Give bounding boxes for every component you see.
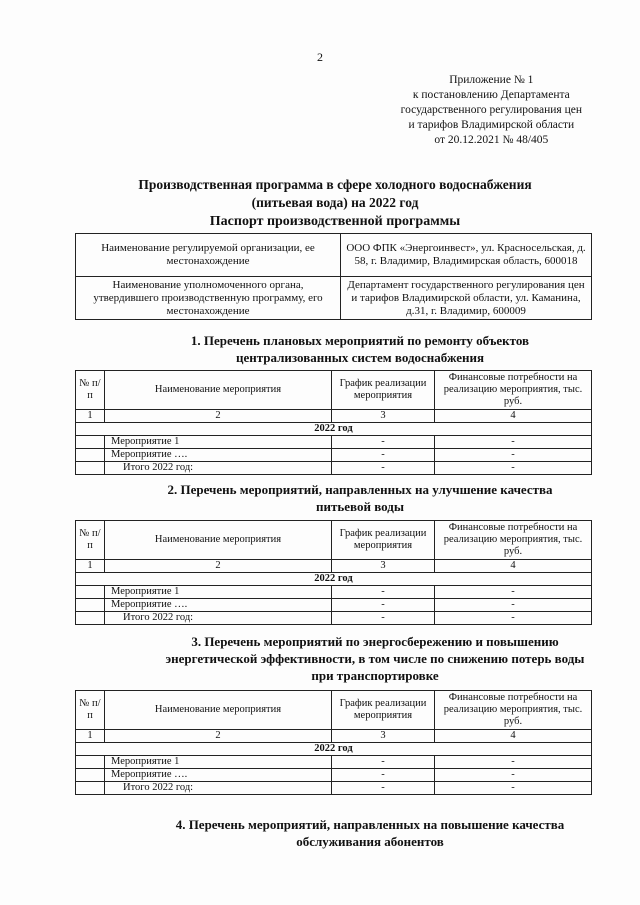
- header-name: Наименование мероприятия: [105, 691, 332, 730]
- passport-table: [75, 233, 592, 320]
- table-row: [76, 769, 592, 782]
- section-heading-line: 3. Перечень мероприятий по энергосбережению и повышению: [191, 634, 559, 649]
- appendix-line: к постановлению Департамента: [412, 89, 570, 101]
- row-name: Мероприятие ….: [105, 449, 332, 462]
- activities-table-1: [75, 370, 592, 475]
- row-name: Мероприятие ….: [105, 599, 332, 612]
- passport-value: ООО ФПК «Энергоинвест», ул. Красносельская, д. 58, г. Владимир, Владимирская область, 600018: [341, 234, 592, 277]
- header-finance: Финансовые потребности на реализацию мероприятия, тыс. руб.: [435, 371, 592, 410]
- table-row: [76, 756, 592, 769]
- total-finance: -: [435, 782, 592, 795]
- total-finance: -: [435, 612, 592, 625]
- header-num: № п/п: [76, 691, 105, 730]
- passport-label: Наименование регулируемой организации, ее местонахождение: [76, 234, 341, 277]
- header-schedule: График реализации мероприятия: [332, 691, 435, 730]
- total-schedule: -: [332, 612, 435, 625]
- table-row: [76, 436, 592, 449]
- row-schedule: -: [332, 769, 435, 782]
- table-row: [76, 449, 592, 462]
- table-row: [76, 599, 592, 612]
- year-row: [76, 743, 592, 756]
- index-cell: 1: [76, 560, 105, 573]
- row-finance: -: [435, 436, 592, 449]
- appendix-line: от 20.12.2021 № 48/405: [434, 134, 549, 146]
- total-row: [76, 462, 592, 475]
- header-finance: Финансовые потребности на реализацию мероприятия, тыс. руб.: [435, 691, 592, 730]
- index-cell: 1: [76, 730, 105, 743]
- table-header-row: [76, 371, 592, 410]
- section-heading-line: 4. Перечень мероприятий, направленных на повышение качества: [175, 817, 565, 832]
- activities-table-3: [75, 690, 592, 795]
- table-index-row: [76, 730, 592, 743]
- total-schedule: -: [332, 462, 435, 475]
- year-row: [76, 573, 592, 586]
- header-finance: Финансовые потребности на реализацию мероприятия, тыс. руб.: [435, 521, 592, 560]
- appendix-line: и тарифов Владимирской области: [408, 119, 575, 131]
- header-name: Наименование мероприятия: [105, 521, 332, 560]
- total-name: Итого 2022 год:: [105, 612, 332, 625]
- header-name: Наименование мероприятия: [105, 371, 332, 410]
- section-heading-line: централизованных систем водоснабжения: [235, 350, 485, 365]
- row-name: Мероприятие 1: [105, 436, 332, 449]
- passport-value: Департамент государственного регулирования цен и тарифов Владимирской области, ул. Каманина, д.31, г. Владимир, 600009: [341, 277, 592, 320]
- total-row: [76, 612, 592, 625]
- table-header-row: [76, 521, 592, 560]
- row-name: Мероприятие 1: [105, 586, 332, 599]
- header-num: № п/п: [76, 371, 105, 410]
- index-cell: 4: [435, 560, 592, 573]
- appendix-line: Приложение № 1: [449, 74, 534, 86]
- header-schedule: График реализации мероприятия: [332, 371, 435, 410]
- index-cell: 3: [332, 560, 435, 573]
- row-name: Мероприятие ….: [105, 769, 332, 782]
- activities-table-2: [75, 520, 592, 625]
- passport-row: [76, 234, 592, 277]
- row-finance: -: [435, 586, 592, 599]
- section-heading-line: питьевой воды: [316, 499, 404, 514]
- row-schedule: -: [332, 756, 435, 769]
- passport-title: Паспорт производственной программы: [209, 214, 461, 229]
- index-cell: 2: [105, 410, 332, 423]
- section-heading-line: обслуживания абонентов: [296, 834, 444, 849]
- total-name: Итого 2022 год:: [105, 782, 332, 795]
- row-name: Мероприятие 1: [105, 756, 332, 769]
- row-schedule: -: [332, 449, 435, 462]
- section-heading: [100, 816, 640, 850]
- total-row: [76, 782, 592, 795]
- index-cell: 2: [105, 560, 332, 573]
- total-schedule: -: [332, 782, 435, 795]
- row-schedule: -: [332, 599, 435, 612]
- section-heading: [95, 481, 625, 515]
- section-heading-line: 1. Перечень плановых мероприятий по ремонту объектов: [190, 333, 530, 348]
- title-line: Производственная программа в сфере холодного водоснабжения: [138, 177, 532, 192]
- row-finance: -: [435, 449, 592, 462]
- section-heading-line: энергетической эффективности, в том числе по снижению потерь воды: [165, 651, 585, 666]
- index-cell: 2: [105, 730, 332, 743]
- appendix-block: [401, 73, 582, 148]
- table-index-row: [76, 410, 592, 423]
- passport-label: Наименование уполномоченного органа, утвердившего производственную программу, его местонахождение: [76, 277, 341, 320]
- header-num: № п/п: [76, 521, 105, 560]
- row-schedule: -: [332, 586, 435, 599]
- year-cell: 2022 год: [76, 743, 592, 756]
- table-row: [76, 586, 592, 599]
- row-finance: -: [435, 769, 592, 782]
- index-cell: 3: [332, 730, 435, 743]
- row-schedule: -: [332, 436, 435, 449]
- table-header-row: [76, 691, 592, 730]
- section-heading: [110, 332, 610, 366]
- header-schedule: График реализации мероприятия: [332, 521, 435, 560]
- row-finance: -: [435, 756, 592, 769]
- index-cell: 3: [332, 410, 435, 423]
- index-cell: 4: [435, 730, 592, 743]
- page-number: 2: [317, 50, 323, 64]
- year-cell: 2022 год: [76, 423, 592, 436]
- year-row: [76, 423, 592, 436]
- total-name: Итого 2022 год:: [105, 462, 332, 475]
- section-heading-line: при транспортировке: [311, 668, 439, 683]
- section-heading: [95, 633, 640, 684]
- passport-row: [76, 277, 592, 320]
- index-cell: 4: [435, 410, 592, 423]
- appendix-line: государственного регулирования цен: [400, 104, 582, 116]
- index-cell: 1: [76, 410, 105, 423]
- year-cell: 2022 год: [76, 573, 592, 586]
- section-heading-line: 2. Перечень мероприятий, направленных на улучшение качества: [167, 482, 553, 497]
- title-line: (питьевая вода) на 2022 год: [251, 195, 419, 210]
- table-index-row: [76, 560, 592, 573]
- program-title: [0, 176, 640, 212]
- row-finance: -: [435, 599, 592, 612]
- total-finance: -: [435, 462, 592, 475]
